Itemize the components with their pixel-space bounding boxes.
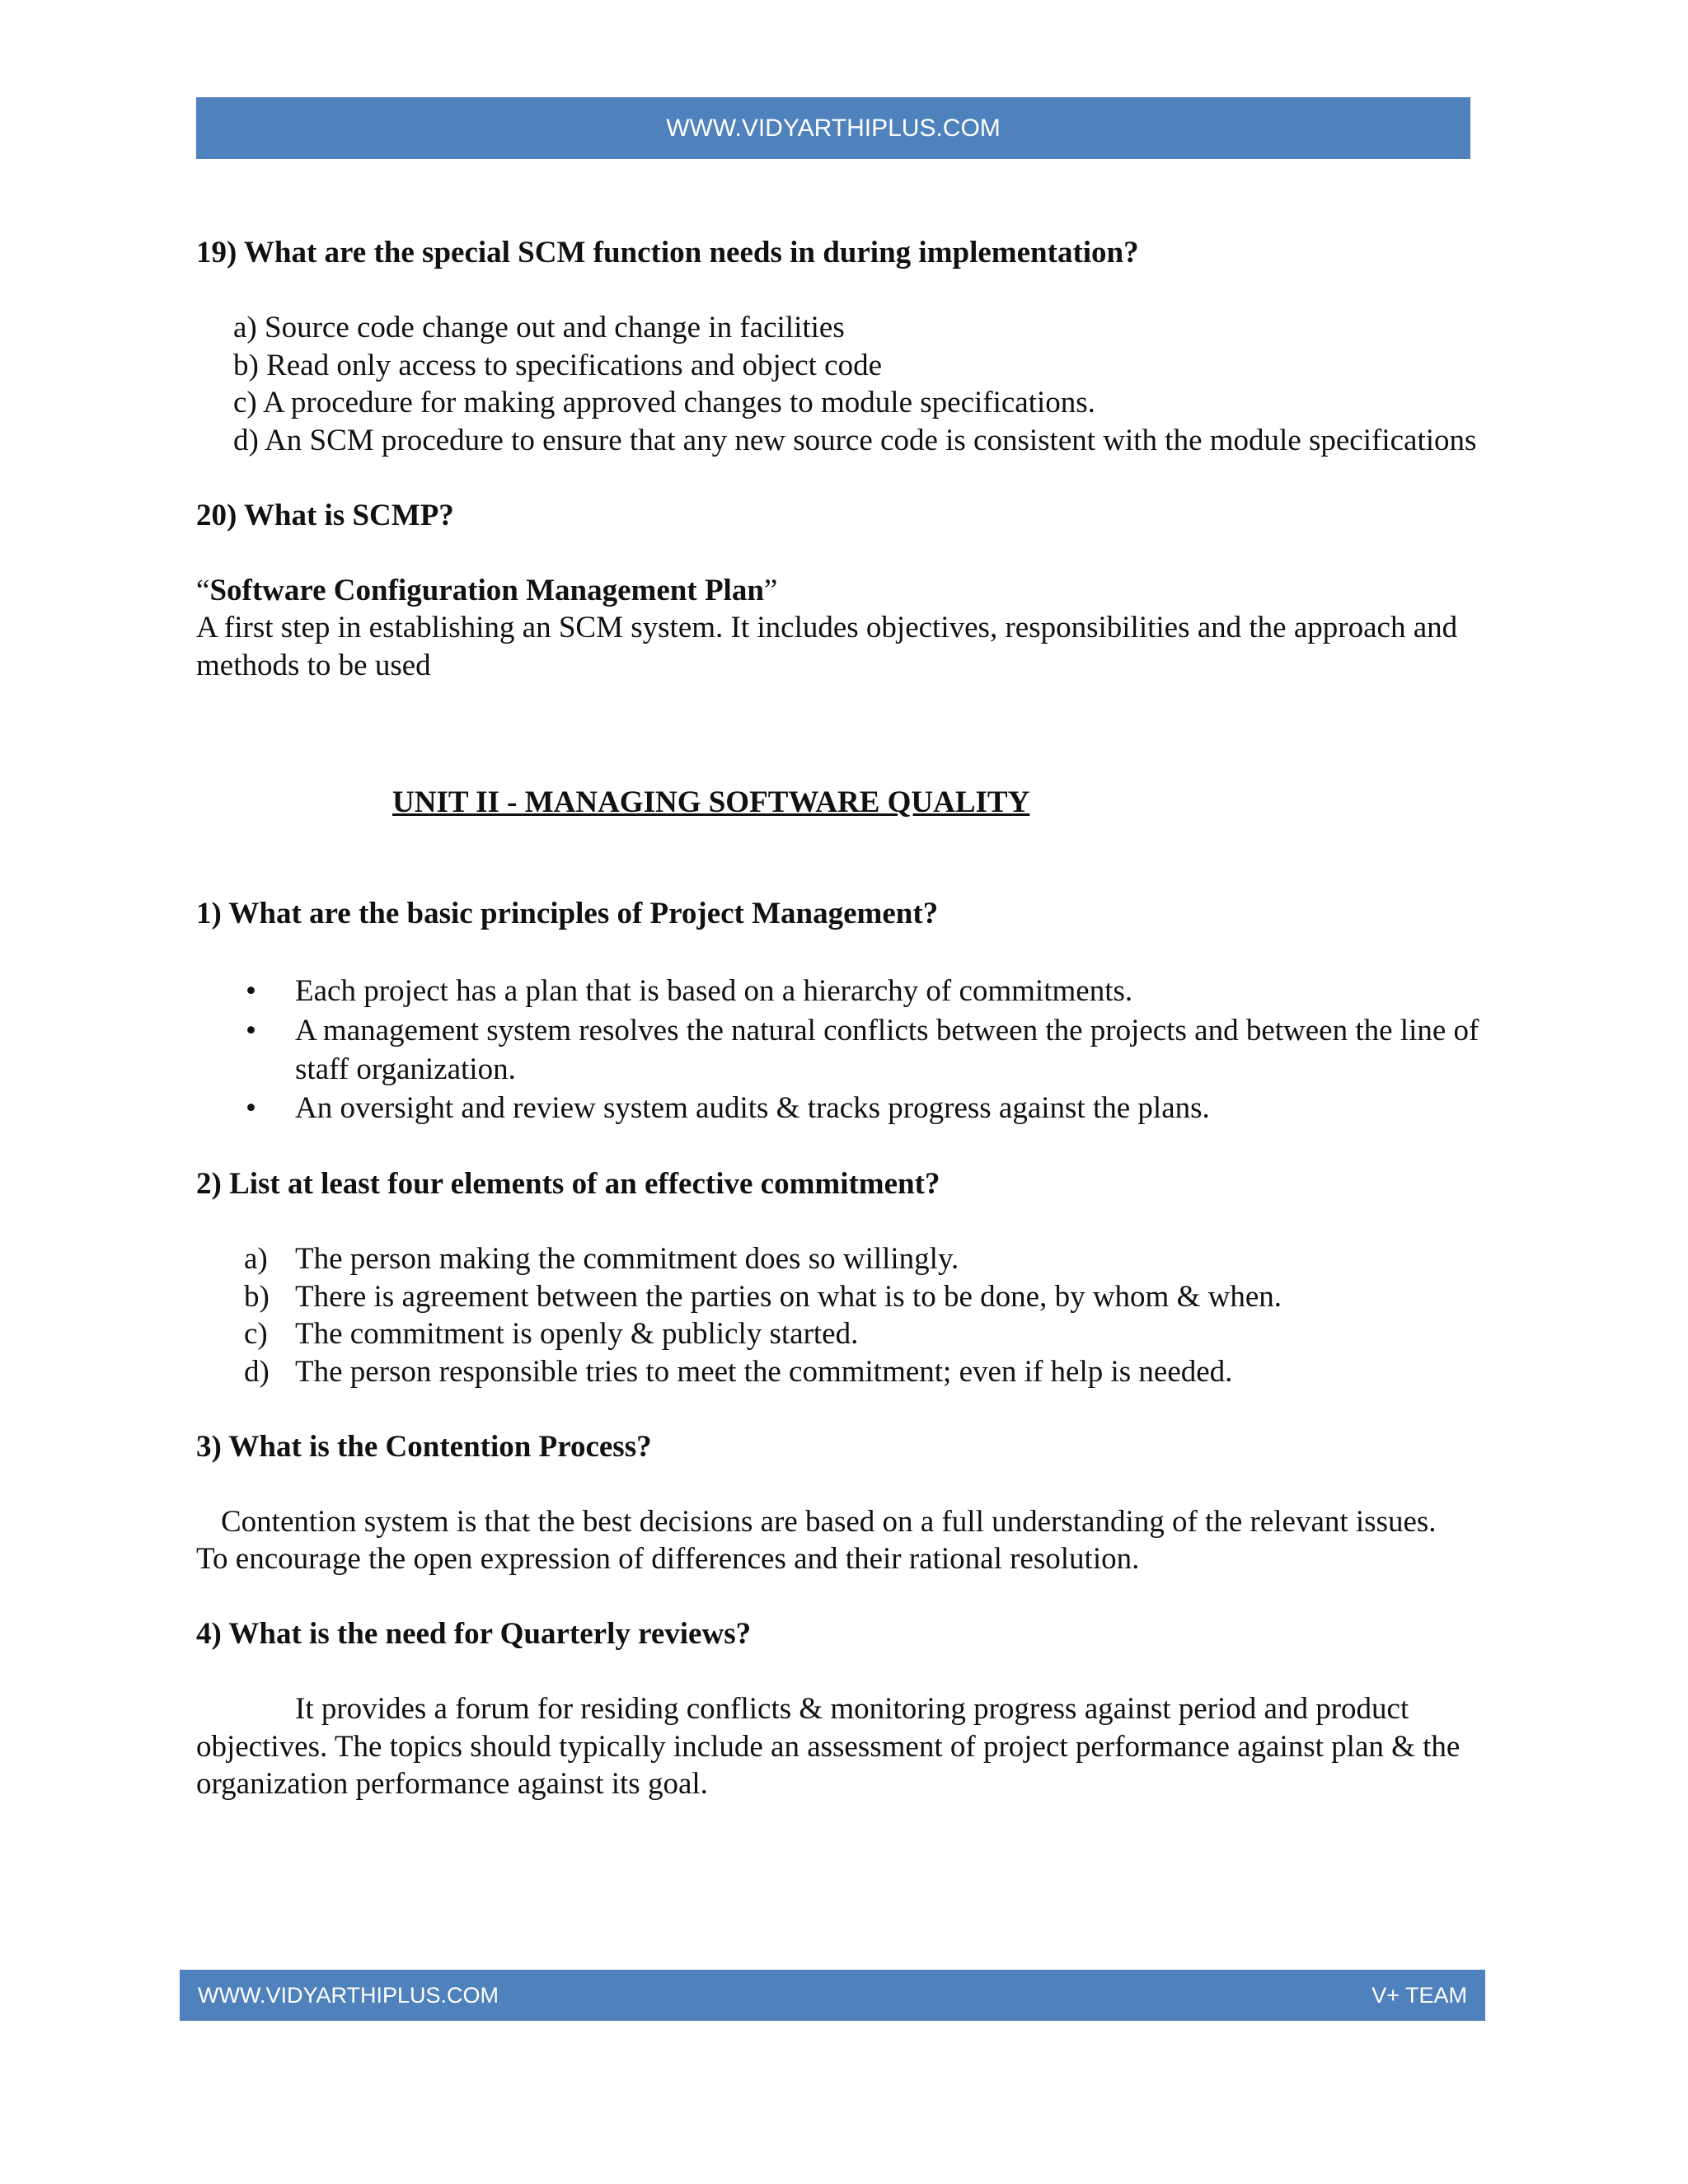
header-site-url: WWW.VIDYARTHIPLUS.COM bbox=[666, 115, 1001, 142]
list-marker: a) bbox=[244, 1242, 268, 1276]
question-19: 19) What are the special SCM function needs in during implementation? bbox=[196, 236, 1139, 269]
list-marker: c) bbox=[244, 1317, 268, 1351]
principles-bullet-list bbox=[196, 972, 1482, 1128]
list-marker: d) bbox=[244, 1354, 270, 1389]
footer-team-label: V+ TEAM bbox=[1372, 1983, 1467, 2008]
list-item: c) A procedure for making approved changes to module specifications. bbox=[233, 386, 1095, 419]
scmp-term-line bbox=[196, 572, 1482, 610]
list-marker: b) bbox=[244, 1279, 270, 1314]
list-item bbox=[196, 1240, 1482, 1278]
unit2-question-4: 4) What is the need for Quarterly reviews? bbox=[196, 1617, 752, 1651]
contention-paragraph-2: To encourage the open expression of differences and their rational resolution. bbox=[196, 1542, 1140, 1576]
list-item: d) An SCM procedure to ensure that any new source code is consistent with the module specifications bbox=[233, 423, 1477, 457]
scmp-term: Software Configuration Management Plan bbox=[209, 573, 764, 607]
page-header-banner bbox=[196, 97, 1470, 159]
list-item bbox=[196, 1278, 1482, 1316]
close-quote: ” bbox=[763, 573, 778, 607]
list-item-text: The commitment is openly & publicly started. bbox=[295, 1317, 859, 1351]
quarterly-review-paragraph: It provides a forum for residing conflicts & monitoring progress against period and product objectives. The topics should typically include an assessment of project performance against plan & the organization performance against its goal. bbox=[196, 1692, 1461, 1801]
unit2-question-1: 1) What are the basic principles of Project Management? bbox=[196, 897, 939, 930]
list-item-text: The person making the commitment does so willingly. bbox=[295, 1242, 959, 1276]
list-item: b) Read only access to specifications and object code bbox=[233, 348, 882, 382]
list-item: • Each project has a plan that is based on a hierarchy of commitments. bbox=[196, 972, 1482, 1011]
list-item bbox=[196, 1315, 1482, 1353]
page-content bbox=[196, 234, 1482, 1803]
footer-site-url: WWW.VIDYARTHIPLUS.COM bbox=[198, 1983, 499, 2008]
list-item: a) Source code change out and change in facilities bbox=[233, 311, 845, 344]
unit2-question-3: 3) What is the Contention Process? bbox=[196, 1429, 652, 1464]
unit-title: UNIT II - MANAGING SOFTWARE QUALITY bbox=[392, 785, 1030, 819]
commitment-elements-list bbox=[196, 1240, 1482, 1390]
list-item-text: The person responsible tries to meet the commitment; even if help is needed. bbox=[295, 1354, 1233, 1389]
question-19-answer-list bbox=[196, 309, 1482, 459]
unit2-question-2: 2) List at least four elements of an effective commitment? bbox=[196, 1167, 940, 1201]
list-item: • A management system resolves the natural conflicts between the projects and between the line of staff organization. bbox=[196, 1011, 1482, 1089]
page-footer-banner bbox=[180, 1970, 1485, 2021]
list-item bbox=[196, 1353, 1482, 1391]
list-item: • An oversight and review system audits & tracks progress against the plans. bbox=[196, 1089, 1482, 1128]
scmp-answer: A first step in establishing an SCM system. It includes objectives, responsibilities and the approach and methods to be used bbox=[196, 611, 1458, 682]
contention-paragraph-1: Contention system is that the best decisions are based on a full understanding of the relevant issues. bbox=[221, 1504, 1437, 1539]
list-item-text: There is agreement between the parties on what is to be done, by whom & when. bbox=[295, 1279, 1282, 1314]
open-quote: “ bbox=[196, 573, 210, 607]
question-20: 20) What is SCMP? bbox=[196, 498, 454, 532]
